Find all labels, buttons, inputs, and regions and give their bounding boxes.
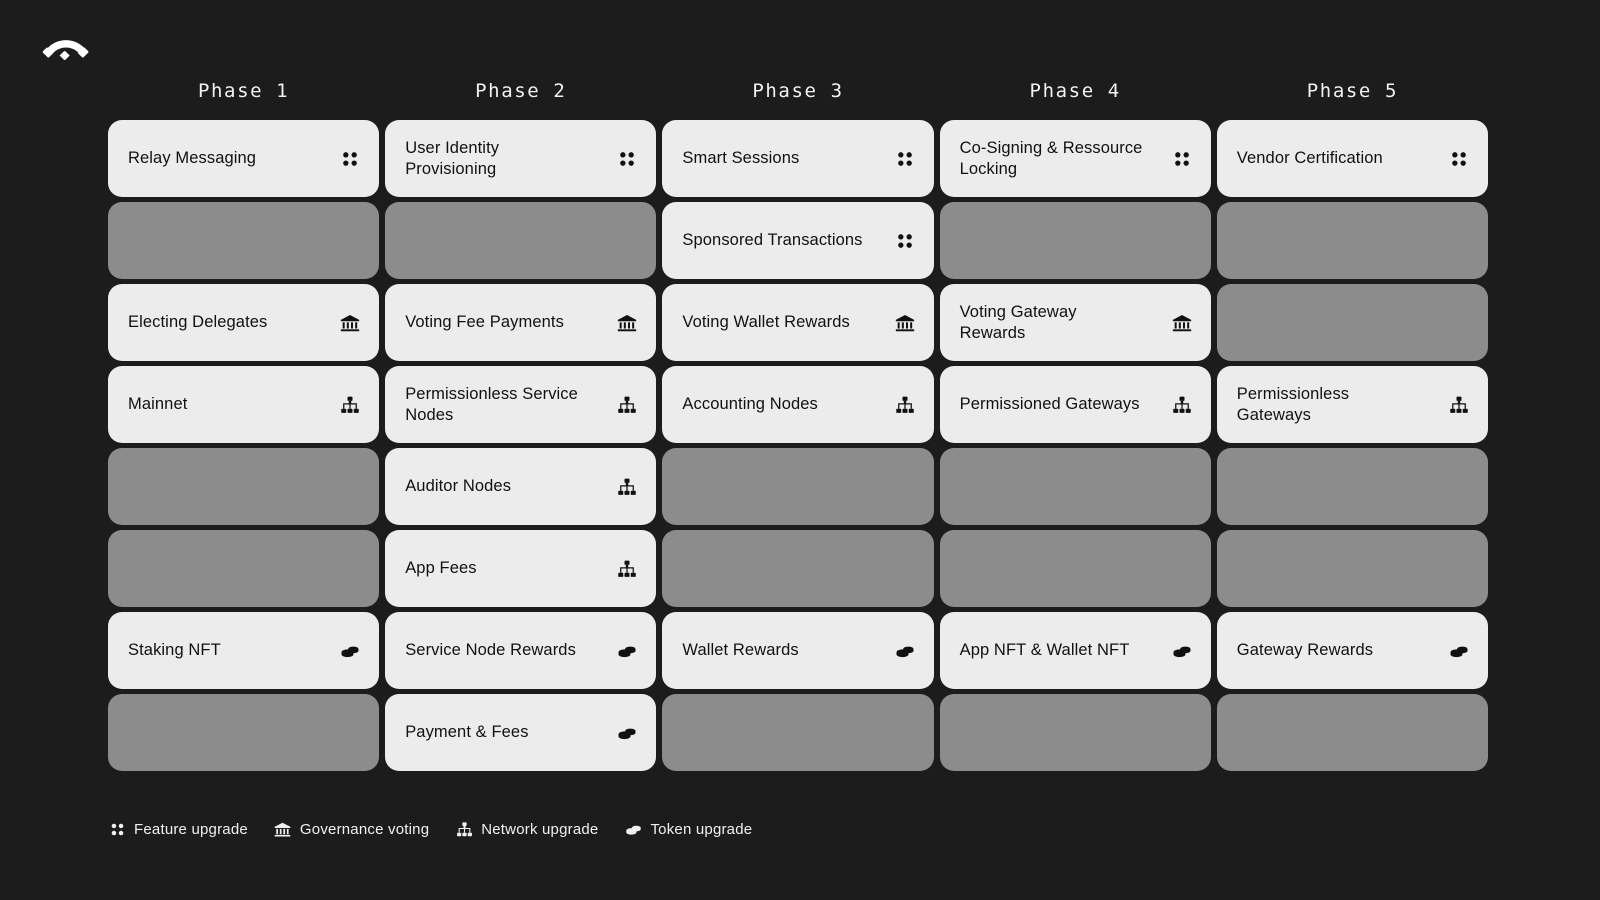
roadmap-card[interactable] [1217, 612, 1488, 689]
token-upgrade-icon [1448, 640, 1470, 662]
roadmap-card-empty [940, 530, 1211, 607]
roadmap-card[interactable] [108, 366, 379, 443]
roadmap-card-label: Smart Sessions [682, 149, 800, 168]
phase-label-4: Phase 4 [1029, 80, 1121, 102]
roadmap-card-label: Service Node Rewards [405, 641, 576, 660]
roadmap-card-empty [1217, 284, 1488, 361]
roadmap-card-label: Payment & Fees [405, 723, 529, 742]
legend-item-token-upgrade [624, 820, 752, 838]
roadmap-card-empty [108, 694, 379, 771]
network-upgrade-icon [339, 394, 361, 416]
roadmap-card[interactable] [662, 202, 933, 279]
roadmap-card-label: Permissioned Gateways [959, 395, 1140, 414]
feature-upgrade-icon [894, 148, 916, 170]
roadmap-card-empty [940, 694, 1211, 771]
feature-upgrade-icon [339, 148, 361, 170]
network-upgrade-icon [455, 820, 473, 838]
roadmap-card-empty [108, 202, 379, 279]
legend-label: Token upgrade [650, 820, 753, 838]
roadmap-card[interactable] [385, 530, 656, 607]
roadmap-board [108, 76, 1488, 771]
token-upgrade-icon [624, 820, 642, 838]
roadmap-card[interactable] [385, 284, 656, 361]
roadmap-card-label: Gateway Rewards [1236, 641, 1374, 660]
network-upgrade-icon [894, 394, 916, 416]
roadmap-card-label: User Identity Provisioning [405, 138, 500, 178]
roadmap-grid [108, 120, 1488, 771]
feature-upgrade-icon [1448, 148, 1470, 170]
roadmap-card-label: Voting Fee Payments [405, 313, 564, 332]
token-upgrade-icon [616, 640, 638, 662]
phase-label-5: Phase 5 [1306, 80, 1399, 102]
roadmap-card-empty [385, 202, 656, 279]
roadmap-card-empty [662, 694, 933, 771]
roadmap-card[interactable] [385, 694, 656, 771]
governance-voting-icon [339, 312, 361, 334]
roadmap-card-empty [940, 202, 1211, 279]
roadmap-card-empty [1217, 448, 1488, 525]
governance-voting-icon [274, 820, 292, 838]
roadmap-card[interactable] [1217, 366, 1488, 443]
roadmap-card[interactable] [108, 284, 379, 361]
token-upgrade-icon [894, 640, 916, 662]
legend-item-governance-voting [274, 820, 429, 838]
roadmap-card[interactable] [940, 284, 1211, 361]
roadmap-card-empty [108, 530, 379, 607]
roadmap-card-label: Permissionless Gateways [1236, 384, 1350, 424]
roadmap-card-label: Mainnet [128, 395, 188, 414]
network-upgrade-icon [616, 476, 638, 498]
token-upgrade-icon [616, 722, 638, 744]
phase-label-1: Phase 1 [197, 80, 290, 102]
walletconnect-logo [40, 36, 92, 72]
roadmap-card-label: App Fees [405, 559, 477, 578]
roadmap-card[interactable] [662, 120, 933, 197]
roadmap-card-label: Co-Signing & Ressource Locking [959, 138, 1143, 178]
governance-voting-icon [894, 312, 916, 334]
legend-label: Network upgrade [481, 820, 599, 838]
token-upgrade-icon [339, 640, 361, 662]
network-upgrade-icon [616, 394, 638, 416]
roadmap-card[interactable] [108, 612, 379, 689]
network-upgrade-icon [1171, 394, 1193, 416]
roadmap-card-label: Accounting Nodes [682, 395, 818, 414]
roadmap-card-empty [1217, 530, 1488, 607]
roadmap-card-empty [1217, 202, 1488, 279]
roadmap-card[interactable] [385, 448, 656, 525]
legend-item-network-upgrade [455, 820, 598, 838]
roadmap-card[interactable] [940, 366, 1211, 443]
legend [108, 820, 752, 838]
roadmap-card-label: App NFT & Wallet NFT [959, 641, 1130, 660]
network-upgrade-icon [1448, 394, 1470, 416]
phase-header-row [108, 76, 1488, 102]
network-upgrade-icon [616, 558, 638, 580]
legend-item-feature-upgrade [108, 820, 248, 838]
roadmap-card[interactable] [1217, 120, 1488, 197]
roadmap-card[interactable] [385, 612, 656, 689]
roadmap-card[interactable] [662, 366, 933, 443]
roadmap-card-label: Wallet Rewards [682, 641, 799, 660]
phase-label-3: Phase 3 [752, 80, 844, 102]
feature-upgrade-icon [616, 148, 638, 170]
feature-upgrade-icon [894, 230, 916, 252]
roadmap-card-label: Auditor Nodes [405, 477, 512, 496]
roadmap-card-empty [108, 448, 379, 525]
roadmap-card-label: Voting Gateway Rewards [959, 302, 1077, 342]
roadmap-card-empty [662, 448, 933, 525]
roadmap-card-empty [1217, 694, 1488, 771]
legend-label: Feature upgrade [134, 820, 248, 838]
roadmap-card-label: Permissionless Service Nodes [405, 384, 578, 424]
roadmap-card[interactable] [108, 120, 379, 197]
roadmap-card-label: Sponsored Transactions [682, 231, 863, 250]
roadmap-card[interactable] [940, 120, 1211, 197]
roadmap-card[interactable] [662, 612, 933, 689]
roadmap-card-label: Staking NFT [128, 641, 221, 660]
governance-voting-icon [1171, 312, 1193, 334]
token-upgrade-icon [1171, 640, 1193, 662]
roadmap-card[interactable] [385, 366, 656, 443]
roadmap-card[interactable] [385, 120, 656, 197]
roadmap-card-label: Voting Wallet Rewards [682, 313, 850, 332]
phase-label-2: Phase 2 [475, 80, 567, 102]
roadmap-card-label: Electing Delegates [128, 313, 268, 332]
roadmap-card-label: Vendor Certification [1236, 149, 1383, 168]
roadmap-card[interactable] [662, 284, 933, 361]
feature-upgrade-icon [1171, 148, 1193, 170]
roadmap-card[interactable] [940, 612, 1211, 689]
roadmap-card-empty [940, 448, 1211, 525]
governance-voting-icon [616, 312, 638, 334]
legend-label: Governance voting [299, 820, 430, 838]
feature-upgrade-icon [108, 820, 126, 838]
roadmap-card-empty [662, 530, 933, 607]
roadmap-card-label: Relay Messaging [128, 149, 257, 168]
